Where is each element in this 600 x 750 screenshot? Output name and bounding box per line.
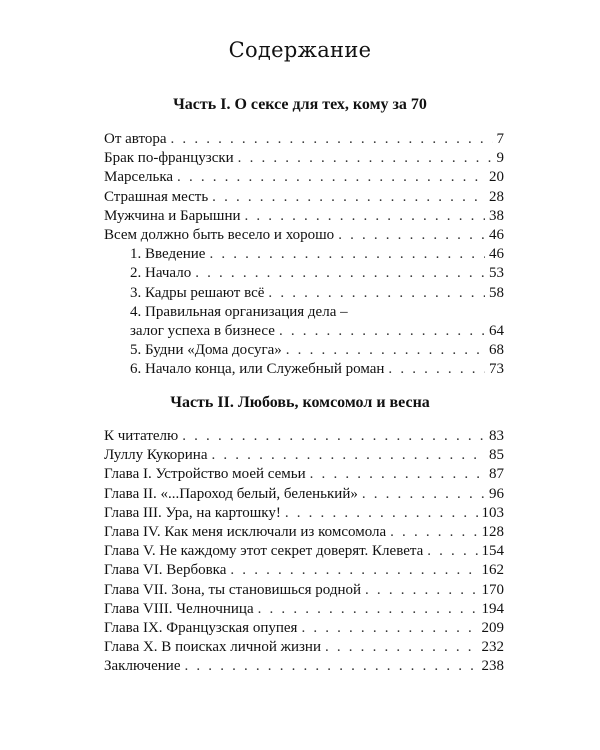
toc-entry: [104, 542, 504, 561]
entry-title: Марселька: [104, 169, 174, 186]
part1-heading: Часть I. О сексе для тех, кому за 70: [173, 96, 427, 113]
part2-heading: Часть II. Любовь, комсомол и весна: [170, 394, 430, 411]
entry-page: 28: [489, 188, 504, 205]
toc-subentry: [104, 245, 504, 264]
entry-title: 6. Начало конца, или Служебный роман: [130, 361, 385, 378]
dot-leader: [245, 207, 486, 226]
entry-title: 2. Начало: [130, 265, 192, 282]
toc-entry: [104, 465, 504, 484]
dot-leader: [185, 657, 478, 676]
dot-leader: [258, 600, 478, 619]
entry-page: 9: [496, 150, 504, 167]
entry-page: 38: [489, 207, 504, 224]
entry-title: К читателю: [104, 428, 179, 444]
entry-title: От автора: [104, 131, 167, 147]
entry-title: Глава IX. Французская опупея: [104, 619, 298, 636]
entry-title: 1. Введение: [130, 246, 206, 263]
entry-page: 232: [481, 639, 504, 656]
toc-entry: [104, 504, 504, 523]
entry-title: Глава VII. Зона, ты становишься родной: [104, 581, 362, 598]
dot-leader: [212, 188, 485, 207]
dot-leader: [209, 245, 485, 264]
toc-entry: [104, 427, 504, 446]
toc-entry: [104, 523, 504, 542]
toc-subentry: [104, 360, 504, 379]
entry-title: Глава VI. Вербовка: [104, 562, 227, 579]
dot-leader: [310, 465, 485, 484]
entry-title: Страшная месть: [104, 188, 209, 205]
dot-leader: [365, 581, 477, 600]
entry-page: 7: [496, 131, 504, 147]
toc-entry: [104, 485, 504, 504]
entry-page: 46: [489, 246, 504, 263]
dot-leader: [177, 168, 485, 187]
entry-page: 73: [489, 361, 504, 378]
entry-title: Всем должно быть весело и хорошо: [104, 226, 335, 243]
entry-page: 83: [489, 428, 504, 444]
entry-page: 194: [481, 600, 504, 617]
toc-entry: [104, 600, 504, 619]
entry-title: Глава II. «...Пароход белый, беленький»: [104, 485, 358, 502]
toc-subentry: [104, 284, 504, 303]
entry-page: 170: [481, 581, 504, 598]
part2-entries: [104, 427, 504, 676]
entry-page: 85: [489, 447, 504, 464]
dot-leader: [390, 523, 477, 542]
entry-title: Глава VIII. Челночница: [104, 600, 254, 617]
entry-page: 162: [481, 562, 504, 579]
entry-title: Глава III. Ура, на картошку!: [104, 504, 281, 521]
dot-leader: [182, 427, 485, 446]
dot-leader: [362, 485, 485, 504]
toc-subentry: [104, 341, 504, 360]
entry-page: 103: [481, 504, 504, 521]
dot-leader: [171, 130, 493, 149]
dot-leader: [325, 638, 478, 657]
entry-page: 64: [489, 322, 504, 339]
dot-leader: [338, 226, 485, 245]
dot-leader: [286, 341, 485, 360]
entry-page: 58: [489, 284, 504, 301]
toc-subentry: [104, 303, 504, 322]
entry-title: Глава X. В поисках личной жизни: [104, 639, 321, 656]
entry-title: Мужчина и Барышни: [104, 207, 241, 224]
dot-leader: [268, 284, 485, 303]
entry-title: 3. Кадры решают всё: [130, 284, 265, 301]
dot-leader: [427, 542, 477, 561]
toc-entry: [104, 638, 504, 657]
toc-entry: [104, 188, 504, 207]
entry-title: Заключение: [104, 658, 181, 675]
toc-entry: [104, 561, 504, 580]
dot-leader: [195, 264, 485, 283]
dot-leader: [301, 619, 477, 638]
toc-entry: [104, 446, 504, 465]
entry-title: Луллу Кукорина: [104, 447, 208, 464]
dot-leader: [211, 446, 485, 465]
toc-entry: [104, 226, 504, 245]
entry-title: Брак по-французски: [104, 150, 234, 167]
toc-entry: [104, 581, 504, 600]
entry-title: 4. Правильная организация дела –: [130, 303, 348, 320]
entry-title: Глава V. Не каждому этот секрет доверят. Клевета: [104, 543, 424, 560]
entry-title: Глава I. Устройство моей семьи: [104, 466, 306, 483]
entry-title: Глава IV. Как меня исключали из комсомола: [104, 523, 387, 540]
toc-entry: [104, 130, 504, 149]
entry-page: 238: [481, 658, 504, 675]
entry-page: 20: [489, 169, 504, 186]
entry-page: 96: [489, 485, 504, 502]
dot-leader: [285, 504, 478, 523]
entry-page: 53: [489, 265, 504, 282]
entry-page: 68: [489, 342, 504, 359]
page-title: Содержание: [228, 38, 372, 62]
entry-page: 128: [481, 523, 504, 540]
toc-entry: [104, 207, 504, 226]
toc-subentry: [104, 264, 504, 283]
toc-entry: [104, 168, 504, 187]
entry-title: 5. Будни «Дома досуга»: [130, 342, 282, 359]
entry-page: 209: [481, 619, 504, 636]
toc-subentry: [104, 322, 504, 341]
dot-leader: [230, 561, 477, 580]
toc-entry: [104, 657, 504, 676]
dot-leader: [279, 322, 485, 341]
part1-entries: [104, 130, 504, 379]
toc-entry: [104, 149, 504, 168]
dot-leader: [238, 149, 493, 168]
toc-entry: [104, 619, 504, 638]
dot-leader: [388, 360, 485, 379]
entry-title: залог успеха в бизнесе: [130, 322, 275, 339]
entry-page: 46: [489, 226, 504, 243]
entry-page: 87: [489, 466, 504, 483]
entry-page: 154: [481, 543, 504, 560]
